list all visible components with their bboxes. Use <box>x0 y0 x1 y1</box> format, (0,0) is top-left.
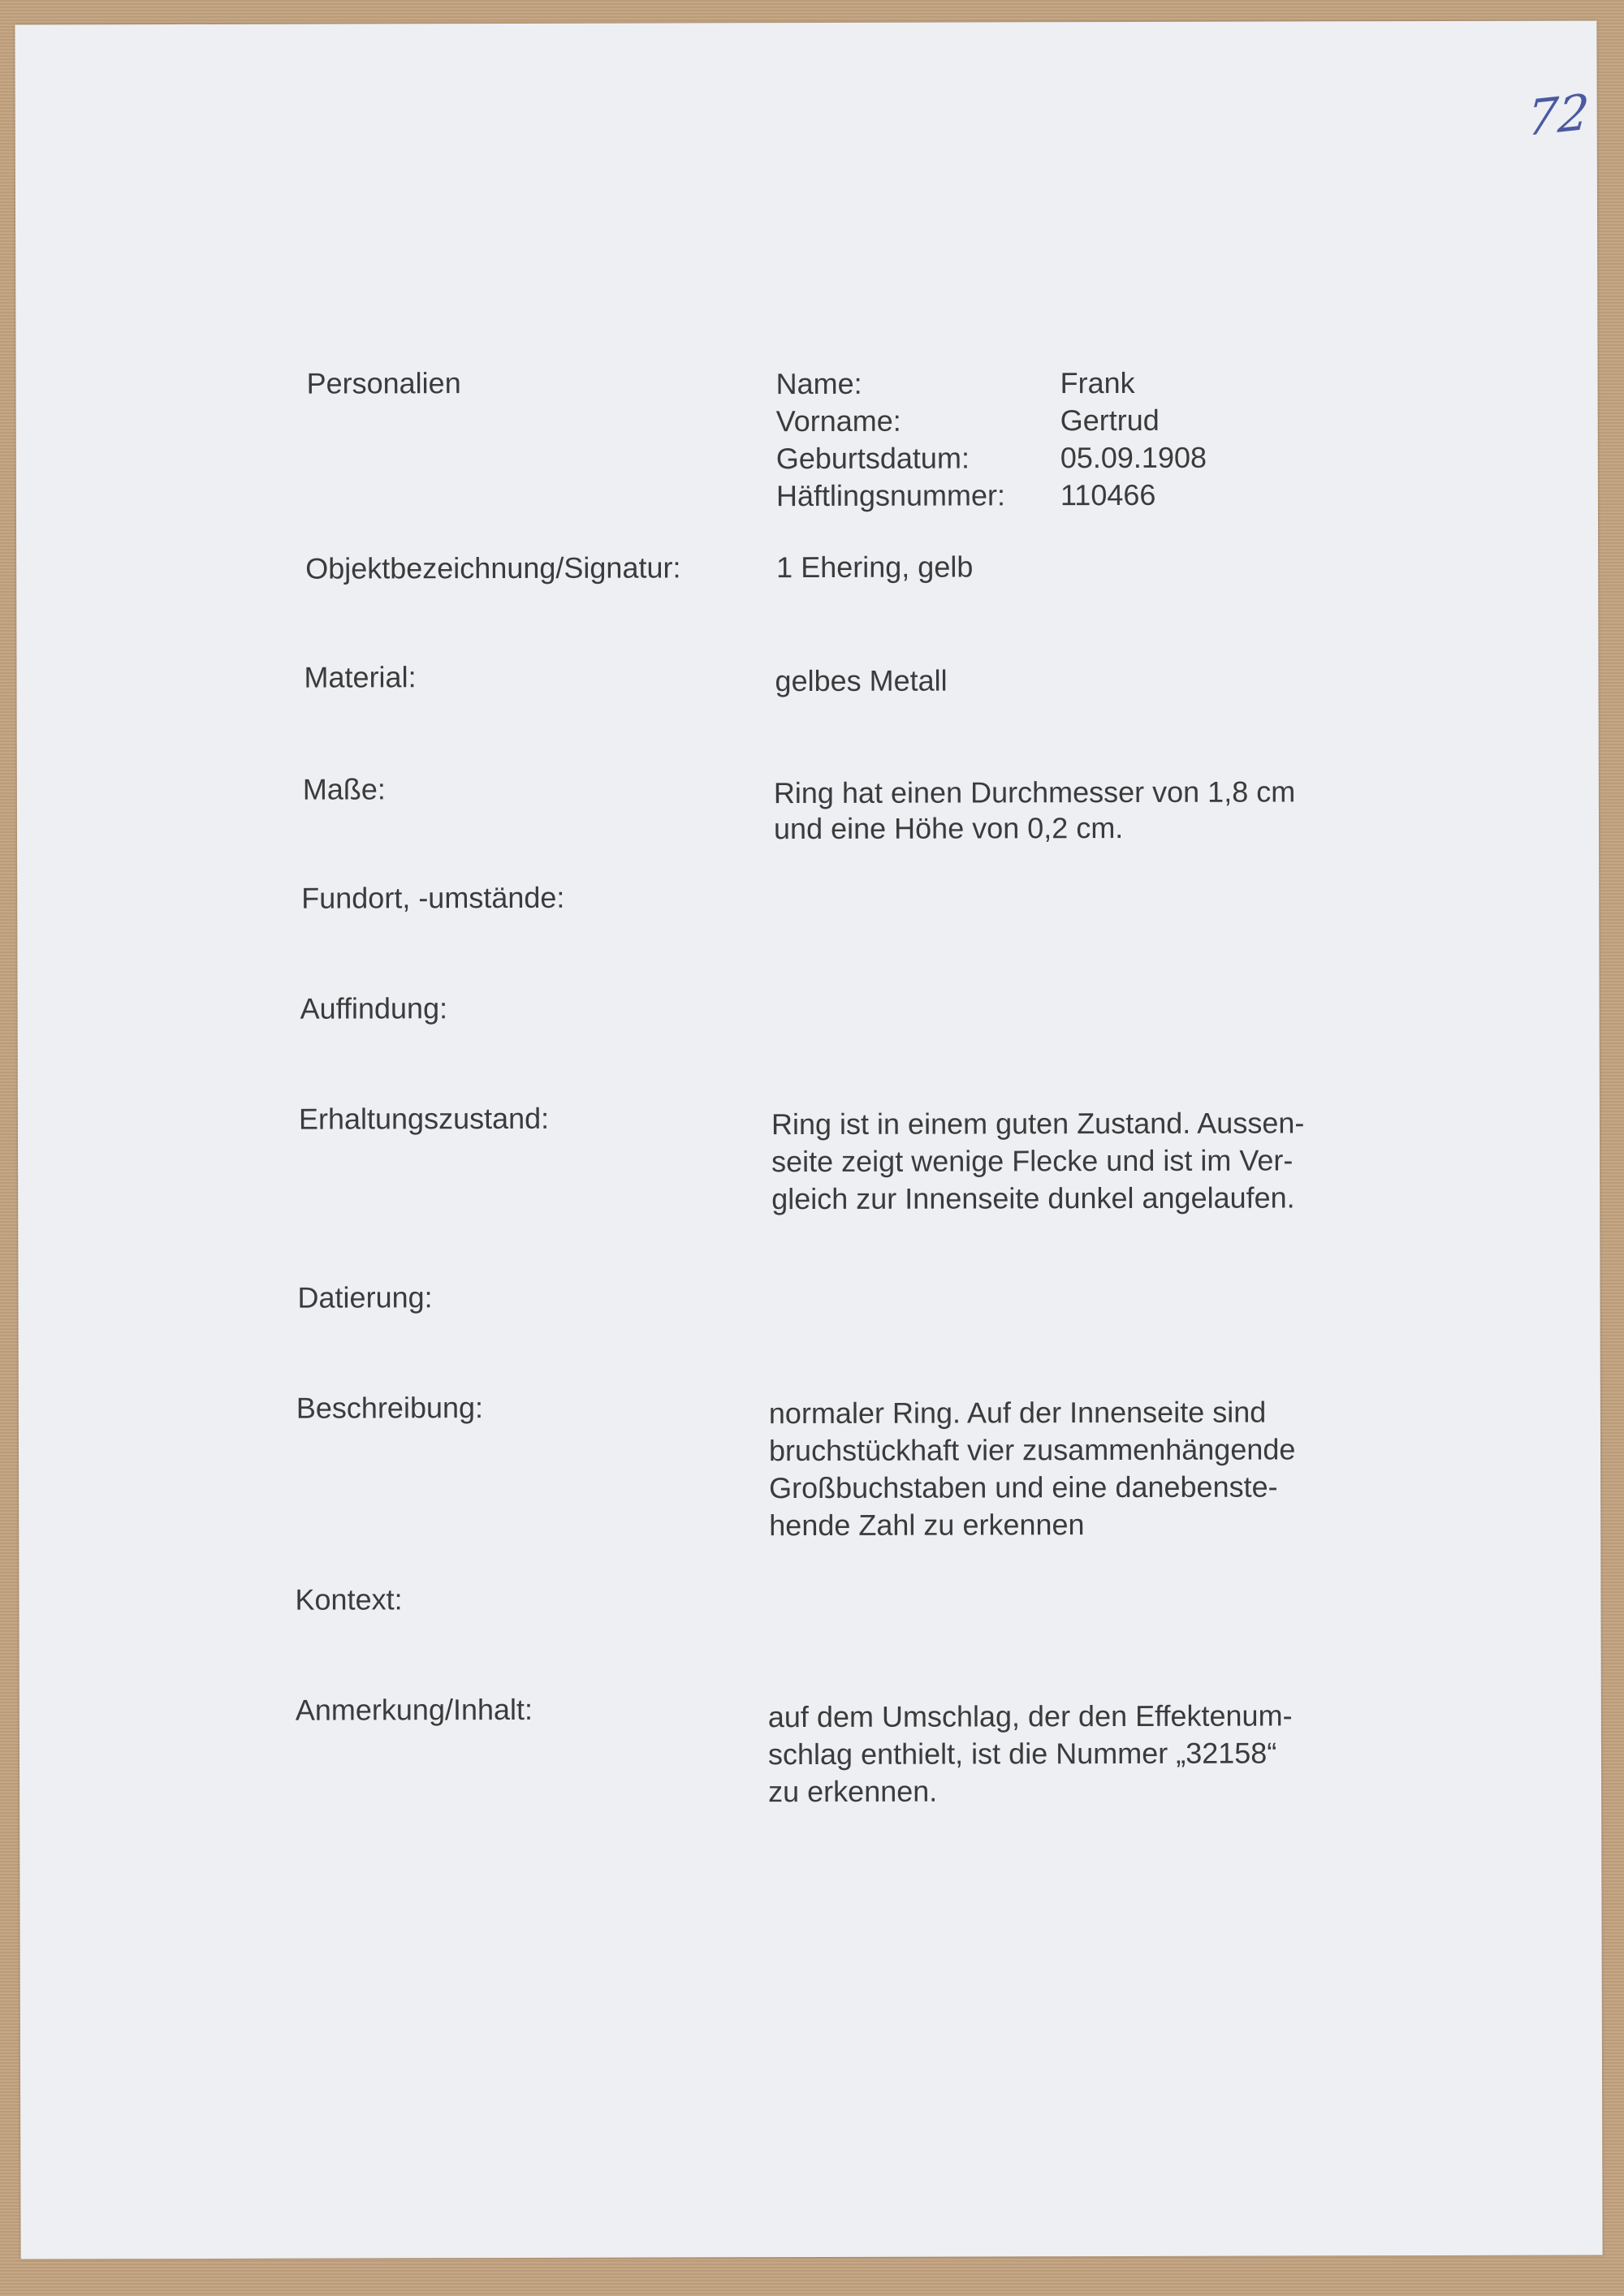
beschreibung-label: Beschreibung: <box>296 1391 484 1425</box>
erhaltungszustand-value-line-3: gleich zur Innenseite dunkel angelaufen. <box>771 1180 1295 1216</box>
beschreibung-value-line-2: bruchstückhaft vier zusammenhängende <box>768 1432 1296 1468</box>
name-label: Name: <box>775 366 862 401</box>
erhaltungszustand-value-line-2: seite zeigt wenige Flecke und ist im Ver- <box>771 1143 1294 1179</box>
anmerkung-label: Anmerkung/Inhalt: <box>295 1692 533 1727</box>
datierung-label: Datierung: <box>297 1280 433 1314</box>
kontext-label: Kontext: <box>295 1582 403 1616</box>
auffindung-label: Auffindung: <box>300 991 448 1025</box>
beschreibung-value-line-4: hende Zahl zu erkennen <box>769 1508 1085 1543</box>
personalien-label: Personalien <box>306 366 461 400</box>
masse-value-line-1: Ring hat einen Durchmesser von 1,8 cm <box>773 775 1296 810</box>
vorname-label: Vorname: <box>775 404 901 438</box>
geburtsdatum-value: 05.09.1908 <box>1060 440 1207 475</box>
objekt-value-line-1: 1 Ehering, gelb <box>776 550 974 585</box>
beschreibung-value-line-3: Großbuchstaben und eine danebenste- <box>769 1470 1278 1505</box>
geburtsdatum-label: Geburtsdatum: <box>775 441 970 476</box>
haeftlingsnummer-value: 110466 <box>1060 477 1156 512</box>
personal-details <box>776 365 1207 515</box>
name-value: Frank <box>1060 365 1135 400</box>
handwritten-page-number: 72 <box>1525 84 1592 149</box>
material-label: Material: <box>304 660 417 694</box>
anmerkung-value-line-3: zu erkennen. <box>768 1774 938 1809</box>
fundort-label: Fundort, -umstände: <box>301 880 565 915</box>
beschreibung-value-line-1: normaler Ring. Auf der Innenseite sind <box>768 1395 1267 1431</box>
haeftlingsnummer-label: Häftlingsnummer: <box>775 478 1006 513</box>
masse-value-line-2: und eine Höhe von 0,2 cm. <box>773 810 1124 846</box>
document-sheet <box>15 20 1602 2259</box>
anmerkung-value-line-1: auf dem Umschlag, der den Effektenum- <box>767 1698 1293 1734</box>
erhaltungszustand-label: Erhaltungszustand: <box>298 1101 550 1136</box>
erhaltungszustand-value-line-1: Ring ist in einem guten Zustand. Aussen- <box>771 1106 1305 1142</box>
material-value-line-1: gelbes Metall <box>775 663 948 698</box>
vorname-value: Gertrud <box>1060 403 1160 438</box>
masse-label: Maße: <box>302 772 386 806</box>
anmerkung-value-line-2: schlag enthielt, ist die Nummer „32158“ <box>767 1736 1277 1772</box>
objekt-label: Objektbezeichnung/Signatur: <box>305 550 681 585</box>
